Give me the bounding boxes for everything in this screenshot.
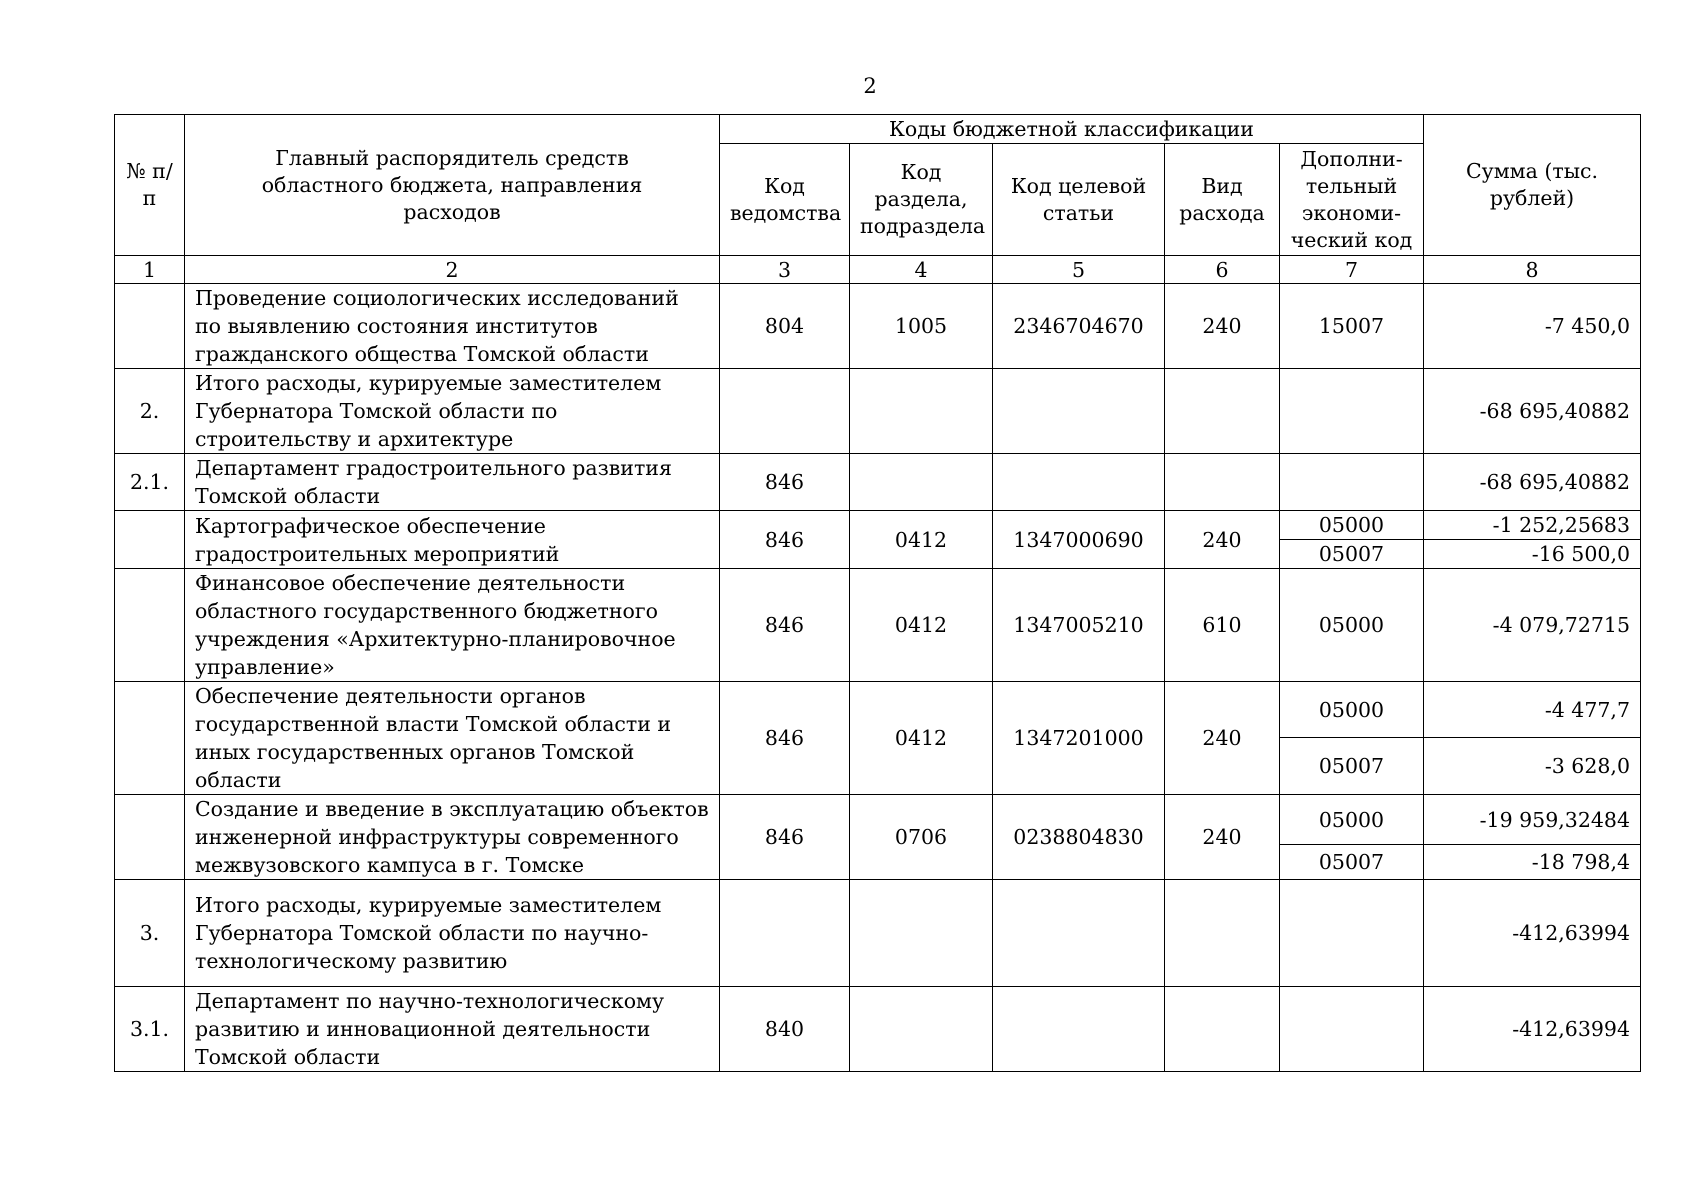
header-num: № п/п [115, 115, 185, 256]
cell-num [115, 511, 185, 569]
cell-vid: 240 [1165, 511, 1280, 569]
cell-celevaya: 1347201000 [993, 682, 1165, 795]
cell-summa: -412,63994 [1424, 987, 1641, 1072]
cell-dop: 05007 [1280, 540, 1424, 569]
cell-ved: 846 [720, 569, 850, 682]
cell-summa: -412,63994 [1424, 880, 1641, 987]
cell-vid [1165, 880, 1280, 987]
index-cell: 1 [115, 256, 185, 284]
cell-ved: 846 [720, 454, 850, 511]
cell-name: Обеспечение деятельности органов государственной власти Томской области и иных государственных органов Томской области [185, 682, 720, 795]
header-celevaya: Код целевой статьи [993, 144, 1165, 256]
cell-razdel: 0412 [850, 682, 993, 795]
cell-ved: 804 [720, 284, 850, 369]
header-dop: Дополни-тельный экономи-ческий код [1280, 144, 1424, 256]
cell-name: Картографическое обеспечение градостроительных мероприятий [185, 511, 720, 569]
index-cell: 5 [993, 256, 1165, 284]
page-number: 2 [863, 74, 877, 98]
index-cell: 8 [1424, 256, 1641, 284]
cell-vid: 240 [1165, 284, 1280, 369]
header-ved: Код ведомства [720, 144, 850, 256]
cell-razdel: 0706 [850, 795, 993, 880]
table-row [115, 511, 1641, 540]
header-razdel: Код раздела, подраздела [850, 144, 993, 256]
cell-name: Создание и введение в эксплуатацию объектов инженерной инфраструктуры современного межвузовского кампуса в г. Томске [185, 795, 720, 880]
cell-razdel [850, 987, 993, 1072]
cell-name: Финансовое обеспечение деятельности областного государственного бюджетного учреждения «Архитектурно-планировочное управление» [185, 569, 720, 682]
cell-celevaya: 2346704670 [993, 284, 1165, 369]
cell-dop: 05000 [1280, 569, 1424, 682]
header-name: Главный распорядитель средств областного бюджета, направления расходов [185, 115, 720, 256]
cell-num [115, 795, 185, 880]
cell-dop: 05007 [1280, 738, 1424, 795]
cell-num: 2. [115, 369, 185, 454]
column-index-row [115, 256, 1641, 284]
cell-razdel: 0412 [850, 569, 993, 682]
header-codes-group: Коды бюджетной классификации [720, 115, 1424, 144]
table-row [115, 454, 1641, 511]
index-cell: 6 [1165, 256, 1280, 284]
index-cell: 4 [850, 256, 993, 284]
table-row [115, 369, 1641, 454]
header-summa: Сумма (тыс. рублей) [1424, 115, 1641, 256]
cell-vid: 240 [1165, 682, 1280, 795]
cell-summa: -68 695,40882 [1424, 369, 1641, 454]
cell-vid: 240 [1165, 795, 1280, 880]
cell-name: Департамент по научно-технологическому развитию и инновационной деятельности Томской области [185, 987, 720, 1072]
cell-celevaya [993, 454, 1165, 511]
cell-num: 3.1. [115, 987, 185, 1072]
cell-dop: 05000 [1280, 511, 1424, 540]
cell-summa: -4 079,72715 [1424, 569, 1641, 682]
cell-num: 2.1. [115, 454, 185, 511]
cell-razdel: 0412 [850, 511, 993, 569]
cell-ved: 846 [720, 795, 850, 880]
table-row [115, 880, 1641, 987]
cell-summa: -16 500,0 [1424, 540, 1641, 569]
cell-summa: -3 628,0 [1424, 738, 1641, 795]
cell-dop [1280, 369, 1424, 454]
cell-name: Итого расходы, курируемые заместителем Губернатора Томской области по научно-технологическому развитию [185, 880, 720, 987]
index-cell: 2 [185, 256, 720, 284]
cell-celevaya: 1347000690 [993, 511, 1165, 569]
table-row [115, 795, 1641, 845]
cell-name: Итого расходы, курируемые заместителем Губернатора Томской области по строительству и архитектуре [185, 369, 720, 454]
cell-celevaya: 0238804830 [993, 795, 1165, 880]
cell-summa: -7 450,0 [1424, 284, 1641, 369]
cell-razdel [850, 880, 993, 987]
cell-summa: -4 477,7 [1424, 682, 1641, 738]
cell-dop: 15007 [1280, 284, 1424, 369]
cell-dop: 05000 [1280, 682, 1424, 738]
index-cell: 7 [1280, 256, 1424, 284]
cell-ved: 846 [720, 511, 850, 569]
cell-num: 3. [115, 880, 185, 987]
cell-razdel [850, 369, 993, 454]
cell-ved [720, 369, 850, 454]
cell-dop [1280, 880, 1424, 987]
cell-dop: 05007 [1280, 845, 1424, 880]
cell-num [115, 569, 185, 682]
header-vid: Вид расхода [1165, 144, 1280, 256]
cell-name: Проведение социологических исследований по выявлению состояния институтов гражданского общества Томской области [185, 284, 720, 369]
cell-ved: 846 [720, 682, 850, 795]
budget-table [114, 114, 1641, 1072]
cell-summa: -19 959,32484 [1424, 795, 1641, 845]
cell-vid [1165, 369, 1280, 454]
cell-razdel [850, 454, 993, 511]
cell-celevaya: 1347005210 [993, 569, 1165, 682]
table-row [115, 987, 1641, 1072]
cell-dop: 05000 [1280, 795, 1424, 845]
cell-name: Департамент градостроительного развития Томской области [185, 454, 720, 511]
table-row [115, 682, 1641, 738]
cell-celevaya [993, 880, 1165, 987]
cell-dop [1280, 454, 1424, 511]
index-cell: 3 [720, 256, 850, 284]
cell-num [115, 682, 185, 795]
cell-summa: -18 798,4 [1424, 845, 1641, 880]
table-row [115, 569, 1641, 682]
cell-vid [1165, 454, 1280, 511]
cell-ved [720, 880, 850, 987]
cell-num [115, 284, 185, 369]
cell-celevaya [993, 369, 1165, 454]
table-row [115, 284, 1641, 369]
cell-summa: -68 695,40882 [1424, 454, 1641, 511]
cell-vid: 610 [1165, 569, 1280, 682]
cell-ved: 840 [720, 987, 850, 1072]
cell-summa: -1 252,25683 [1424, 511, 1641, 540]
cell-vid [1165, 987, 1280, 1072]
cell-celevaya [993, 987, 1165, 1072]
cell-dop [1280, 987, 1424, 1072]
cell-razdel: 1005 [850, 284, 993, 369]
